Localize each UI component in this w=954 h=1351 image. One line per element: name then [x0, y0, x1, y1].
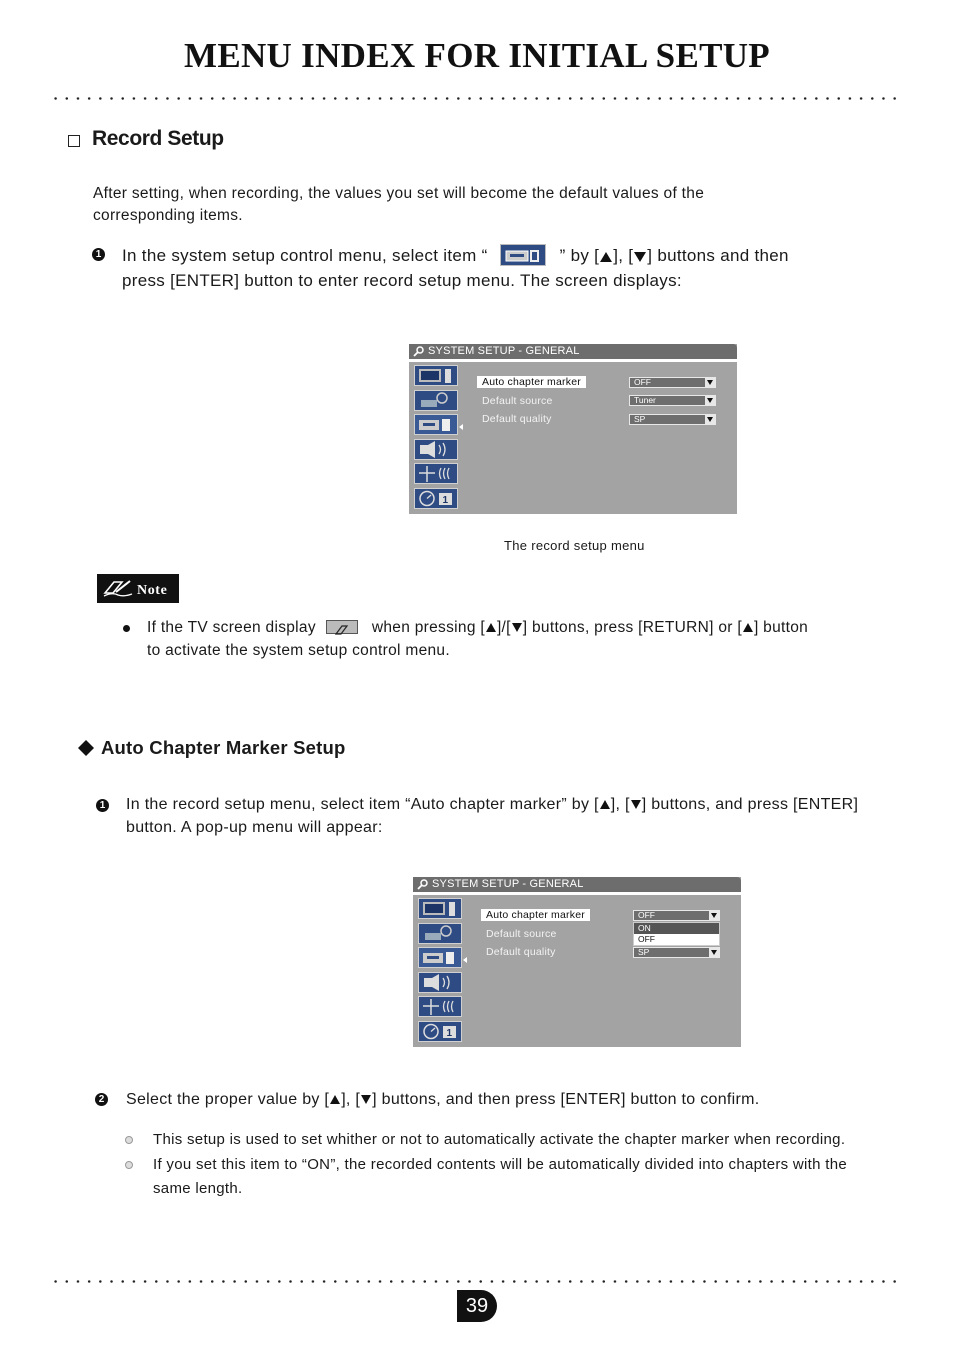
auto-chapter-heading: Auto Chapter Marker Setup	[101, 737, 346, 758]
ac-step-2-part-b: ], [	[341, 1091, 361, 1108]
note-line-2: to activate the system setup control menu.	[147, 642, 450, 659]
step-1-part-a: In the system setup control menu, select item “	[122, 246, 488, 265]
step-1-part-c: ], [	[613, 246, 634, 265]
ac-step-2-bullet: 2	[95, 1093, 108, 1106]
ac-step-2-part-c: ] buttons, and then press [ENTER] button to confirm.	[372, 1091, 760, 1108]
chevron-down-icon	[705, 378, 715, 387]
selected-caret	[459, 424, 463, 430]
down-arrow-icon	[633, 251, 647, 263]
ac-step-2-part-a: Select the proper value by [	[126, 1091, 330, 1108]
ac-step-1-part-b: ], [	[610, 796, 630, 813]
default-quality-value[interactable]	[629, 414, 716, 425]
menu-title-bar	[413, 877, 741, 892]
menu-item-default-source[interactable]: Default source	[482, 395, 553, 407]
hand-icon	[326, 620, 358, 634]
note-bullet	[123, 625, 130, 632]
record-setup-menu-screen	[409, 344, 737, 514]
sub-bullet-2-text: If you set this item to “ON”, the recorded contents will be automatically divided into chapters with the	[153, 1156, 848, 1173]
section-box-icon	[68, 135, 80, 147]
up-arrow-icon	[485, 622, 497, 633]
ac-step-1-part-c: ] buttons, and press [ENTER]	[641, 796, 859, 813]
step-1-text	[122, 243, 789, 268]
step-1-part-b: ” by [	[559, 246, 600, 265]
menu-caption: The record setup menu	[504, 538, 645, 553]
note-label: Note	[137, 583, 168, 598]
intro-line-1: After setting, when recording, the values you set will become the default values of the	[93, 185, 705, 202]
chevron-down-icon	[709, 911, 719, 920]
step-1-part-d: ] buttons and then	[647, 246, 789, 265]
video-icon[interactable]	[414, 390, 458, 411]
ac-step-1-part-a: In the record setup menu, select item “Auto chapter marker” by [	[126, 796, 599, 813]
sub-bullet-1-text: This setup is used to set whither or not to automatically activate the chapter marker when recording.	[153, 1131, 846, 1148]
record-setup-heading: Record Setup	[92, 127, 224, 150]
ac-step-1-text	[126, 794, 858, 816]
sub-bullet-2-line-2: same length.	[153, 1180, 243, 1197]
note-part-c: ]/[	[496, 619, 511, 636]
popup-option-off[interactable]: OFF	[638, 934, 655, 944]
menu-title-bar	[409, 344, 737, 359]
note-part-e: ] button	[753, 619, 809, 636]
record-icon	[500, 244, 546, 266]
record-icon[interactable]	[414, 414, 458, 435]
note-part-b: when pressing [	[371, 619, 485, 636]
auto-chapter-value[interactable]	[633, 910, 720, 921]
svg-text:1: 1	[446, 1028, 453, 1039]
video-icon[interactable]	[418, 923, 462, 944]
default-source-value[interactable]	[629, 395, 716, 406]
chevron-down-icon	[705, 396, 715, 405]
step-1-bullet: 1	[92, 248, 105, 261]
search-icon	[417, 879, 429, 890]
page-number: 39	[457, 1290, 497, 1322]
audio-icon[interactable]	[414, 439, 458, 460]
selected-caret	[463, 957, 467, 963]
note-part-a: If the TV screen display	[147, 619, 316, 636]
auto-chapter-value-text: OFF	[634, 377, 651, 387]
auto-chapter-popup	[633, 922, 720, 946]
default-quality-value-text: SP	[634, 414, 646, 424]
sub-bullet-1	[125, 1136, 133, 1144]
menu-item-auto-chapter[interactable]: Auto chapter marker	[477, 376, 586, 388]
up-arrow-icon	[599, 251, 613, 263]
svg-text:1: 1	[442, 495, 449, 506]
down-arrow-icon	[511, 622, 523, 633]
page-title: MENU INDEX FOR INITIAL SETUP	[184, 36, 770, 75]
default-quality-value[interactable]	[633, 947, 720, 958]
down-arrow-icon	[630, 799, 642, 810]
down-arrow-icon	[360, 1094, 372, 1105]
note-icon	[102, 578, 134, 599]
ac-step-1-bullet: 1	[96, 799, 109, 812]
note-text	[147, 617, 808, 639]
auto-chapter-value-text: OFF	[638, 910, 655, 920]
sub-bullet-2	[125, 1161, 133, 1169]
chevron-down-icon	[705, 415, 715, 424]
search-icon	[413, 346, 425, 357]
up-arrow-icon	[742, 622, 754, 633]
display-icon[interactable]	[418, 898, 462, 919]
default-source-value-text: Tuner	[634, 395, 656, 405]
chevron-down-icon	[709, 948, 719, 957]
intro-line-2: corresponding items.	[93, 207, 243, 224]
menu-item-default-quality[interactable]: Default quality	[486, 946, 556, 958]
bottom-divider	[50, 1280, 898, 1283]
default-quality-value-text: SP	[638, 947, 650, 957]
up-arrow-icon	[599, 799, 611, 810]
tuner-icon[interactable]	[414, 463, 458, 484]
ac-step-1-line-2: button. A pop-up menu will appear:	[126, 819, 383, 836]
menu-sidebar	[413, 895, 466, 1047]
clock-icon[interactable]	[418, 1021, 462, 1042]
display-icon[interactable]	[414, 365, 458, 386]
ac-step-2-text	[126, 1089, 760, 1111]
menu-item-default-source[interactable]: Default source	[486, 928, 557, 940]
clock-icon[interactable]	[414, 488, 458, 509]
diamond-icon	[77, 739, 95, 757]
auto-chapter-value[interactable]	[629, 377, 716, 388]
menu-title: SYSTEM SETUP - GENERAL	[432, 878, 584, 890]
audio-icon[interactable]	[418, 972, 462, 993]
tuner-icon[interactable]	[418, 996, 462, 1017]
auto-chapter-popup-screen	[413, 877, 741, 1047]
menu-item-auto-chapter[interactable]: Auto chapter marker	[481, 909, 590, 921]
note-part-d: ] buttons, press [RETURN] or [	[522, 619, 742, 636]
record-icon[interactable]	[418, 947, 462, 968]
step-1-line-2: press [ENTER] button to enter record setup menu. The screen displays:	[122, 271, 682, 290]
up-arrow-icon	[329, 1094, 341, 1105]
menu-title: SYSTEM SETUP - GENERAL	[428, 345, 580, 357]
menu-sidebar	[409, 362, 462, 514]
menu-item-default-quality[interactable]: Default quality	[482, 413, 552, 425]
popup-option-on[interactable]: ON	[634, 923, 719, 934]
note-label-box	[97, 574, 179, 603]
top-divider	[50, 97, 898, 100]
